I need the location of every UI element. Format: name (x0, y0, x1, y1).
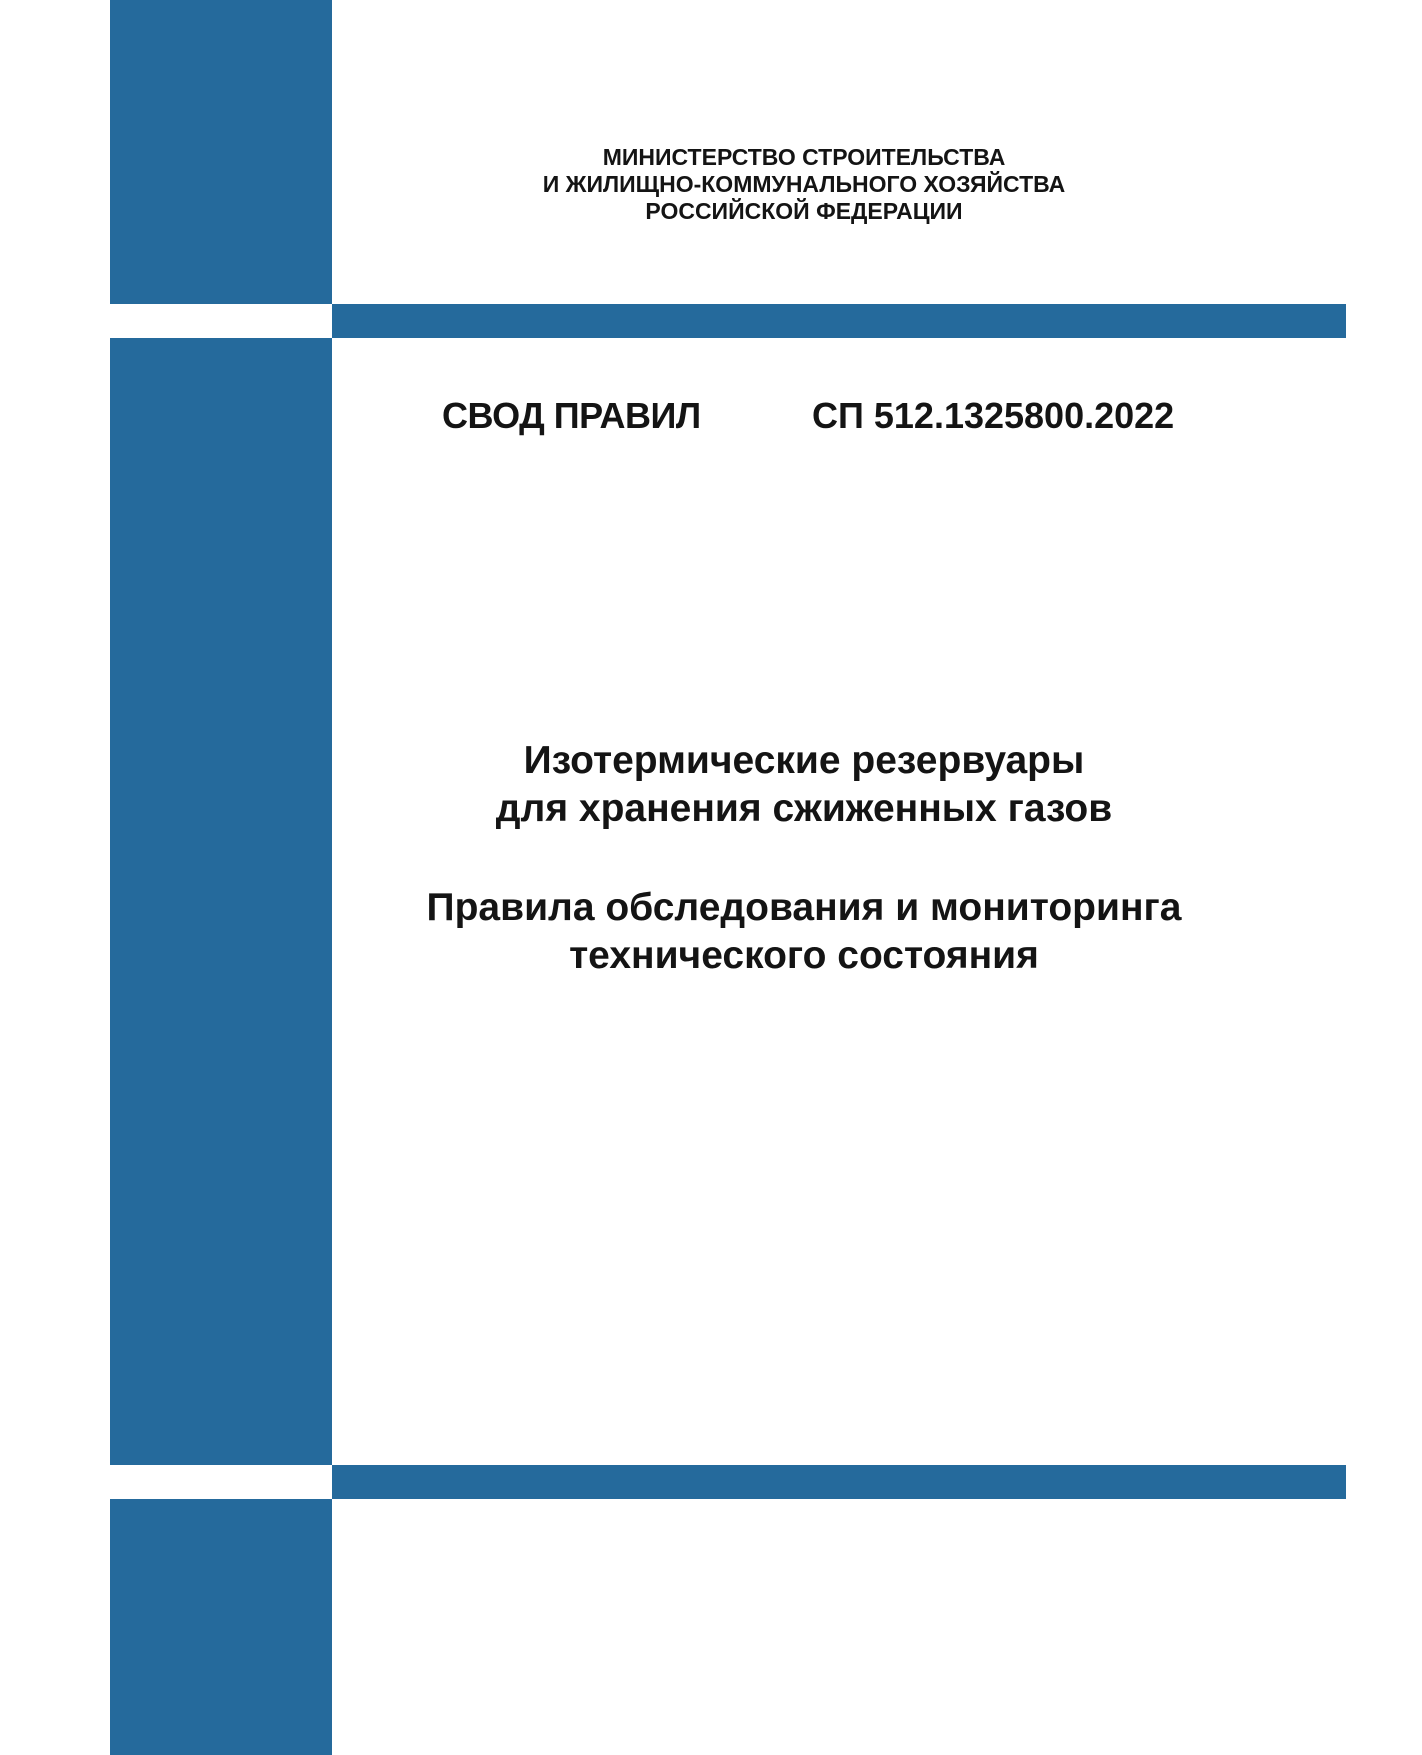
left-column-band-middle (110, 338, 332, 1465)
left-column-band-top (110, 0, 332, 304)
horizontal-band-bottom (332, 1465, 1346, 1499)
ministry-line: МИНИСТЕРСТВО СТРОИТЕЛЬСТВА (602, 144, 1006, 170)
subtitle-line: технического состояния (569, 934, 1039, 977)
ministry-line: И ЖИЛИЩНО-КОММУНАЛЬНОГО ХОЗЯЙСТВА (542, 171, 1066, 197)
title-line: Изотермические резервуары (523, 739, 1085, 782)
ministry-line: РОССИЙСКОЙ ФЕДЕРАЦИИ (645, 198, 963, 224)
left-column-band-bottom (110, 1499, 332, 1755)
document-type: СВОД ПРАВИЛ (442, 395, 701, 436)
horizontal-band-top (332, 304, 1346, 338)
ministry-heading (332, 144, 1276, 225)
subtitle-line: Правила обследования и мониторинга (426, 886, 1182, 929)
document-subtitle (332, 884, 1276, 980)
document-title (332, 737, 1276, 833)
document-code: СП 512.1325800.2022 (812, 395, 1175, 436)
title-line: для хранения сжиженных газов (495, 787, 1113, 830)
